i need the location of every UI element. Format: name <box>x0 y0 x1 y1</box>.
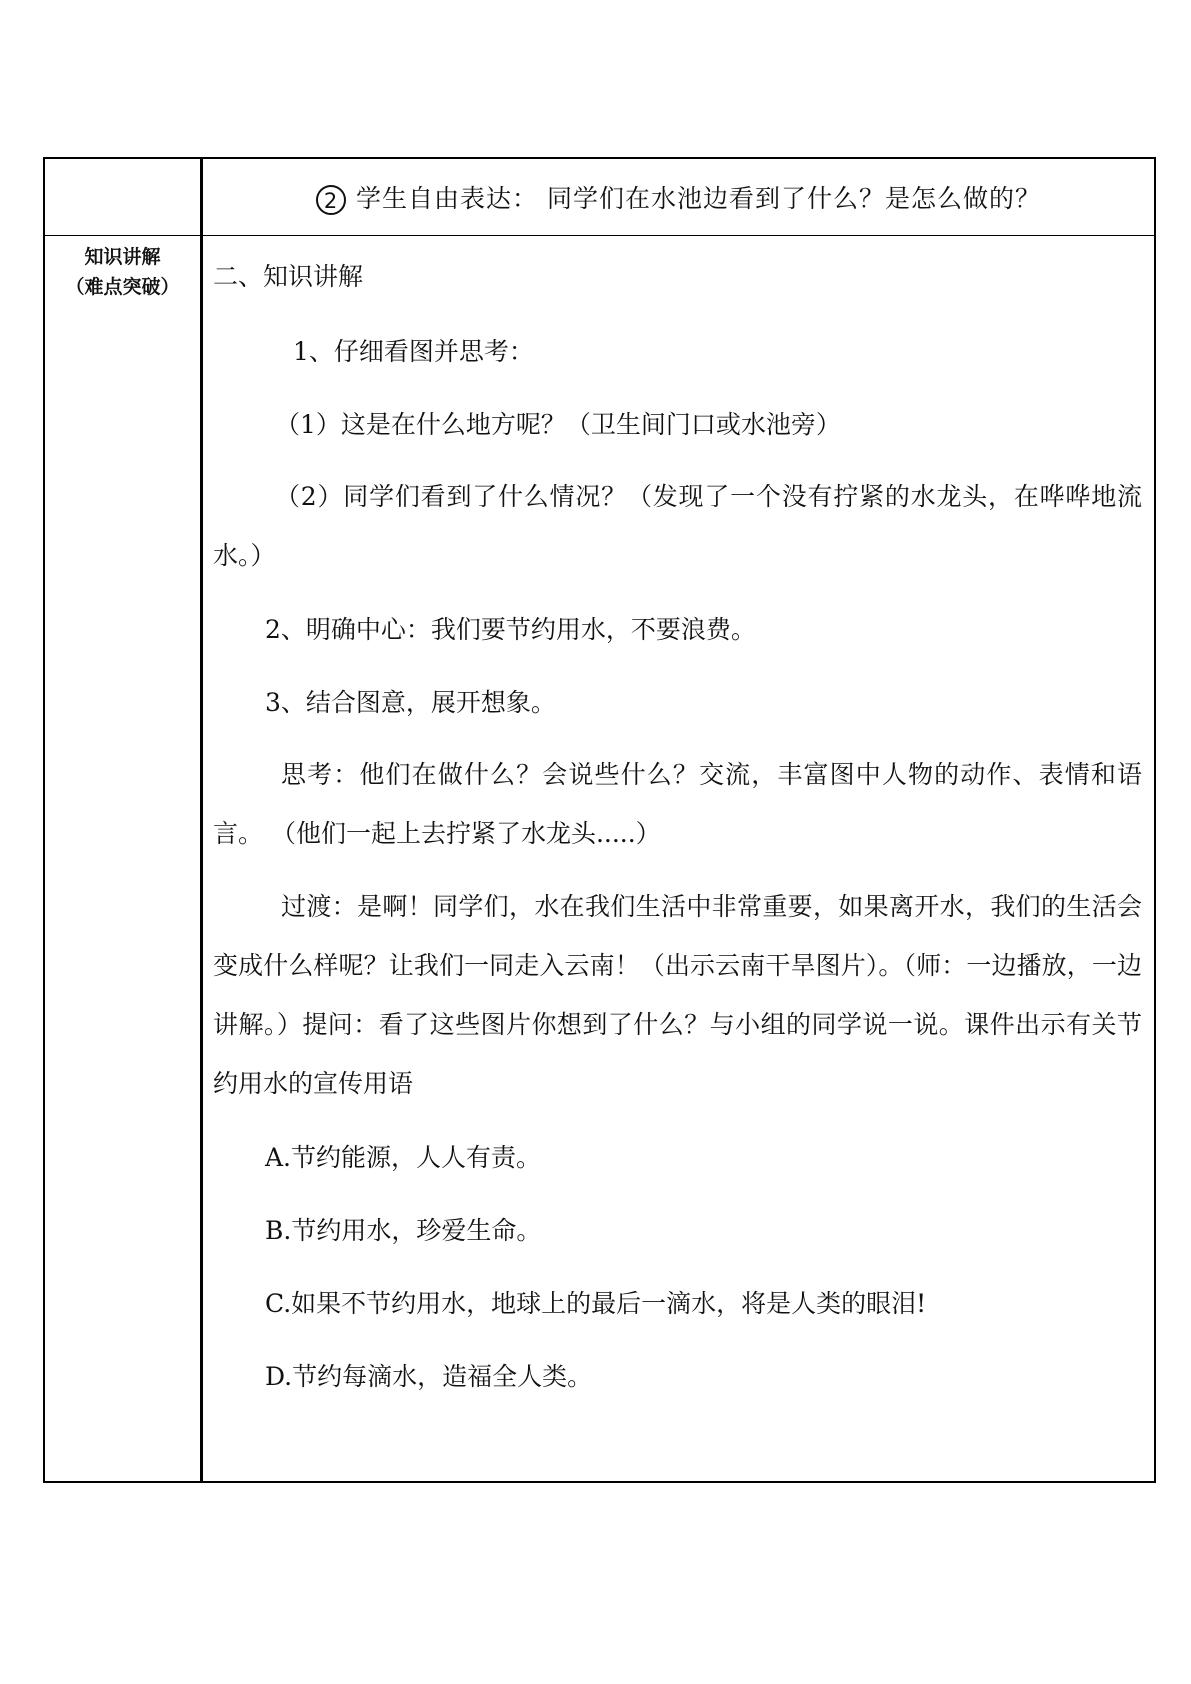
student-expression-text: 学生自由表达： 同学们在水池边看到了什么？是怎么做的？ <box>356 183 1041 213</box>
table-row <box>44 158 1155 236</box>
item-1: 1、仔细看图并思考： <box>293 337 534 366</box>
side-label-cell-empty <box>44 158 202 236</box>
think-paragraph: 思考：他们在做什么？会说些什么？交流，丰富图中人物的动作、表情和语言。 （他们一起上去拧紧了水龙头.....） <box>213 760 1142 848</box>
knowledge-content <box>203 236 1154 1407</box>
lesson-plan-table <box>43 157 1156 1483</box>
transition-paragraph: 过渡：是啊！同学们，水在我们生活中非常重要，如果离开水，我们的生活会变成什么样呢？让我们一同走入云南！（出示云南干旱图片）。（师：一边播放，一边讲解。）提问：看了这些图片你想到了什么？与小组的同学说一说。课件出示有关节约用水的宣传用语 <box>213 892 1142 1098</box>
table-row <box>44 236 1155 1483</box>
question-1: （1）这是在什么地方呢？（卫生间门口或水池旁） <box>275 410 841 439</box>
student-expression-cell <box>202 158 1156 236</box>
circled-number: 2 <box>316 185 346 215</box>
slogan-d: D.节约每滴水，造福全人类。 <box>265 1362 593 1391</box>
section-heading: 二、知识讲解 <box>213 262 364 291</box>
item-2: 2、明确中心：我们要节约用水，不要浪费。 <box>265 615 756 644</box>
side-label-cell <box>44 236 202 1483</box>
knowledge-content-cell <box>202 236 1156 1483</box>
side-label <box>45 236 200 302</box>
question-2: （2）同学们看到了什么情况？（发现了一个没有拧紧的水龙头，在哗哗地流水。） <box>213 482 1142 570</box>
side-label-line1: 知识讲解 <box>84 246 161 268</box>
slogan-c: C.如果不节约用水，地球上的最后一滴水，将是人类的眼泪! <box>265 1289 927 1318</box>
side-label-line2: （难点突破） <box>65 276 180 298</box>
slogan-b: B.节约用水，珍爱生命。 <box>265 1216 542 1245</box>
slogan-a: A.节约能源，人人有责。 <box>265 1143 542 1172</box>
item-3: 3、结合图意，展开想象。 <box>265 688 556 717</box>
